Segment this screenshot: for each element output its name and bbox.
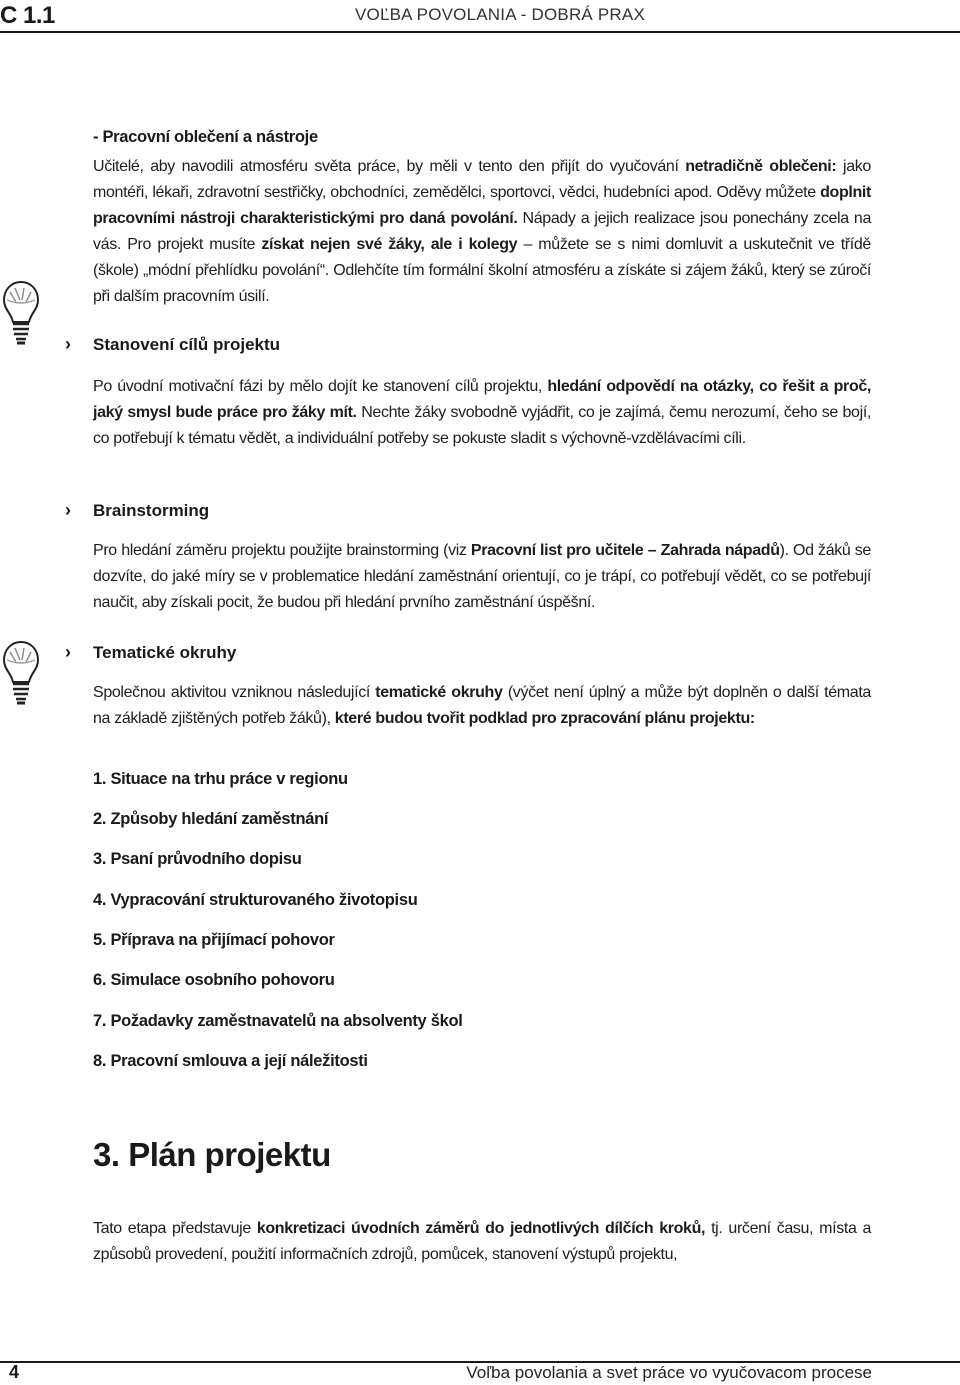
chapter-heading-plan: 3. Plán projektu	[93, 1136, 331, 1173]
section-heading-goals: › Stanovení cílů projektu	[65, 334, 281, 354]
lightbulb-icon	[2, 280, 40, 350]
paragraph-brainstorming: Pro hledání záměru projektu použijte brainstorming (viz Pracovní list pro učitele – Zahrada nápadů). Od žáků se dozvíte, do jaké míry se v problematice hledání zaměstnání orientují, co je trápí, co potřebují vědět, co se potřebují naučit, aby získali pocit, že budou při hledání prvního zaměstnání úspěšní.	[93, 542, 871, 611]
paragraph-plan: Tato etapa představuje konkretizaci úvodních záměrů do jednotlivých dílčích kroků, tj. určení času, místa a způsobů provedení, použití informačních zdrojů, pomůcek, stanovení výstupů projektu,	[93, 1220, 871, 1263]
lightbulb-icon	[2, 640, 40, 710]
paragraph-goals: Po úvodní motivační fázi by mělo dojít ke stanovení cílů projektu, hledání odpovědí na otázky, co řešit a proč, jaký smysl bude práce pro žáky mít. Nechte žáky svobodně vyjádřit, co je zajímá, čemu nerozumí, čeho se bojí, co potřebují k tématu vědět, a individuální potřeby se pokuste sladit s výchovně-vzdělávacími cíli.	[93, 378, 872, 447]
section-heading-topics: › Tematické okruhy	[65, 642, 237, 662]
list-item: 5. Příprava na přijímací pohovor	[93, 931, 335, 949]
list-item: 8. Pracovní smlouva a její náležitosti	[93, 1052, 368, 1070]
paragraph-clothing: Učitelé, aby navodili atmosféru světa práce, by měli v tento den přijít do vyučování netradičně oblečeni: jako montéři, lékaři, zdravotní sestřičky, obchodníci, zemědělci, sportovci, vědci, hudebníci apod. Oděvy můžete doplnit pracovními nástroji charakteristickými pro daná povolání. Nápady a jejich realizace jsou ponechány zcela na vás. Pro projekt musíte získat nejen své žáky, ale i kolegy – můžete se s nimi domluvit a uskutečnit ve třídě (škole) „módní přehlídku povolání“. Odlehčíte tím formální školní atmosféru a získáte si zájem žáků, který se zúročí při dalším pracovním úsilí.	[93, 158, 871, 305]
chevron-right-icon: ›	[65, 642, 71, 662]
header-rule	[0, 31, 960, 33]
list-item: 3. Psaní průvodního dopisu	[93, 850, 302, 868]
chevron-right-icon: ›	[65, 500, 71, 520]
list-item: 6. Simulace osobního pohovoru	[93, 971, 335, 989]
subheading-clothing: - Pracovní oblečení a nástroje	[93, 128, 318, 146]
running-footer: Voľba povolania a svet práce vo vyučovacom procese	[466, 1363, 872, 1382]
page-number: 4	[9, 1362, 20, 1382]
running-header: VOĽBA POVOLANIA - DOBRÁ PRAX	[355, 5, 645, 24]
list-item: 2. Způsoby hledání zaměstnání	[93, 810, 329, 828]
list-item: 7. Požadavky zaměstnavatelů na absolventy škol	[93, 1012, 463, 1030]
section-heading-brainstorming: › Brainstorming	[65, 500, 210, 520]
section-code: C 1.1	[0, 2, 55, 29]
paragraph-topics: Společnou aktivitou vzniknou následující tematické okruhy (výčet není úplný a může být doplněn o další témata na základě zjištěných potřeb žáků), které budou tvořit podklad pro zpracování plánu projektu:	[93, 684, 871, 727]
list-item: 1. Situace na trhu práce v regionu	[93, 770, 348, 788]
list-item: 4. Vypracování strukturovaného životopisu	[93, 891, 418, 909]
chevron-right-icon: ›	[65, 334, 71, 354]
